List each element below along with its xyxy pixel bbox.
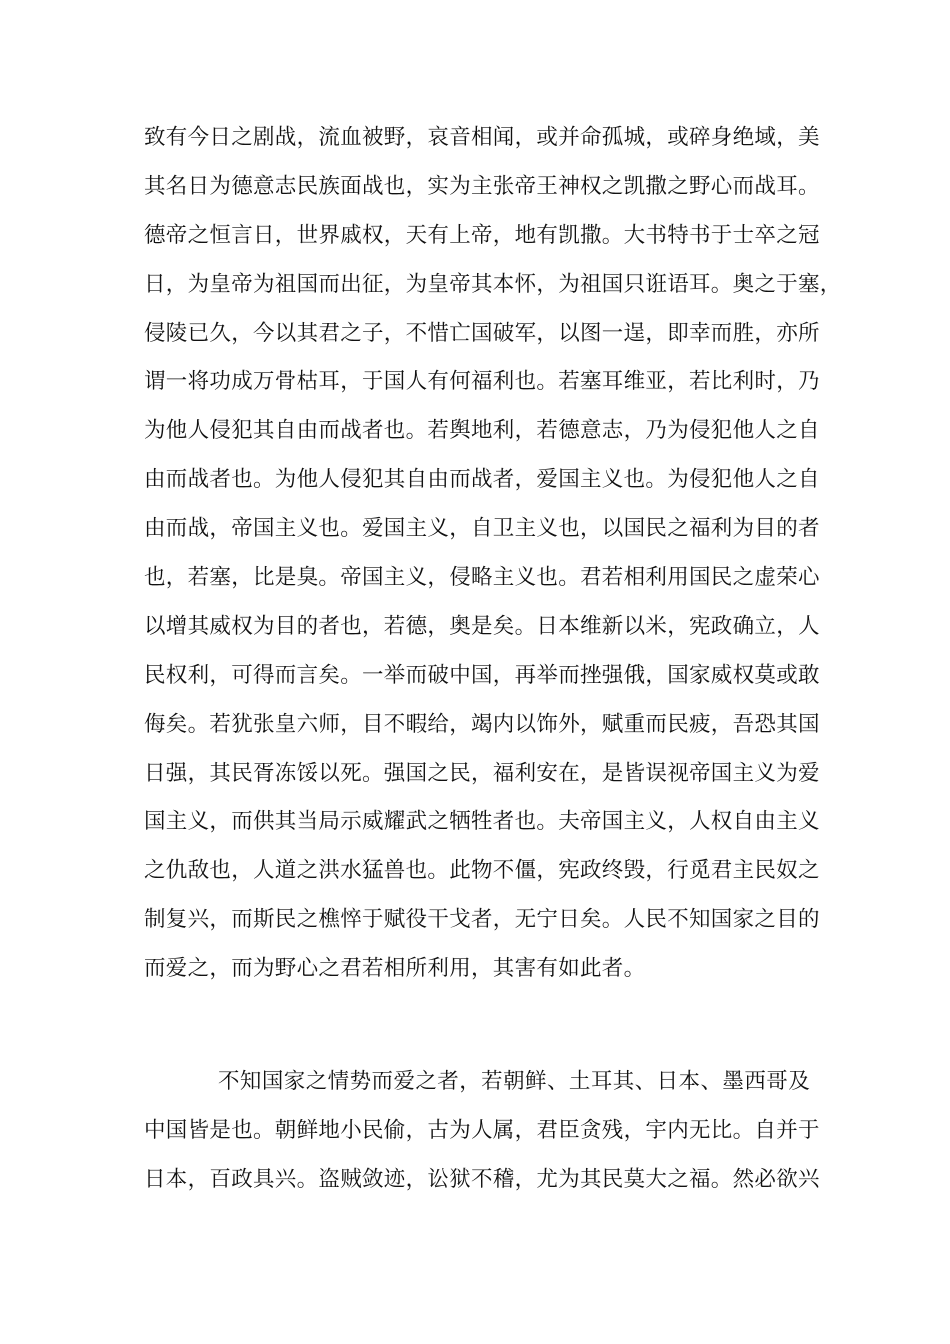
text-line: 民权利，可得而言矣。一举而破中国，再举而挫强俄，国家威权莫或敢 (144, 662, 820, 688)
text-line: 之仇敌也，人道之洪水猛兽也。此物不僵，宪政终毁，行觅君主民奴之 (144, 858, 820, 884)
text-line: 致有今日之剧战，流血被野，哀音相闻，或并命孤城，或碎身绝域，美 (144, 125, 820, 150)
text-line-last: 而爱之，而为野心之君若相所利用，其害有如此者。 (144, 956, 646, 982)
text-line: 其名日为德意志民族面战也，实为主张帝王神权之凯撒之野心而战耳。 (144, 173, 820, 199)
text-line: 由而战者也。为他人侵犯其自由而战者，爱国主义也。为侵犯他人之自 (144, 467, 820, 493)
text-line: 也，若塞，比是臭。帝国主义，侵略主义也。君若相利用国民之虚荣心 (144, 565, 820, 591)
text-line: 为他人侵犯其自由而战者也。若舆地利，若德意志，乃为侵犯他人之自 (144, 418, 820, 444)
text-line: 谓一将功成万骨枯耳，于国人有何福利也。若塞耳维亚，若比利时，乃 (144, 369, 820, 395)
text-line: 侮矣。若犹张皇六师，目不暇给，竭内以饰外，赋重而民疲，吾恐其国 (144, 711, 820, 737)
text-line: 侵陵已久，今以其君之子，不惜亡国破军，以图一逞，即幸而胜，亦所 (144, 320, 820, 346)
text-line: 中国皆是也。朝鲜地小民偷，古为人属，君臣贪残，宇内无比。自并于 (144, 1117, 820, 1143)
text-line: 国主义，而供其当局示威耀武之牺牲者也。夫帝国主义，人权自由主义 (144, 809, 820, 835)
text-line: 以增其威权为目的者也，若德，奥是矣。日本维新以米，宪政确立，人 (144, 613, 820, 639)
text-line: 德帝之恒言日，世界戚权，天有上帝，地有凯撒。大书特书于士卒之冠 (144, 222, 820, 248)
paragraph-2 (144, 1058, 820, 1205)
text-line: 由而战，帝国主义也。爱国主义，自卫主义也，以国民之福利为目的者 (144, 516, 820, 542)
text-line: 制复兴，而斯民之樵悴于赋役干戈者，无宁日矣。人民不知国家之目的 (144, 907, 820, 933)
text-line-indented: 不知国家之情势而爱之者，若朝鲜、土耳其、日本、墨西哥及 (218, 1069, 810, 1094)
text-line: 日强，其民胥冻馁以死。强国之民，福利安在，是皆误视帝国主义为爱 (144, 760, 820, 786)
text-line: 日本，百政具兴。盗贼敛迹，讼狱不稽，尤为其民莫大之福。然必欲兴 (144, 1166, 820, 1192)
text-line: 日，为皇帝为祖国而出征，为皇帝其本怀，为祖国只诳语耳。奥之于塞， (144, 271, 842, 297)
paragraph-1 (144, 114, 842, 994)
